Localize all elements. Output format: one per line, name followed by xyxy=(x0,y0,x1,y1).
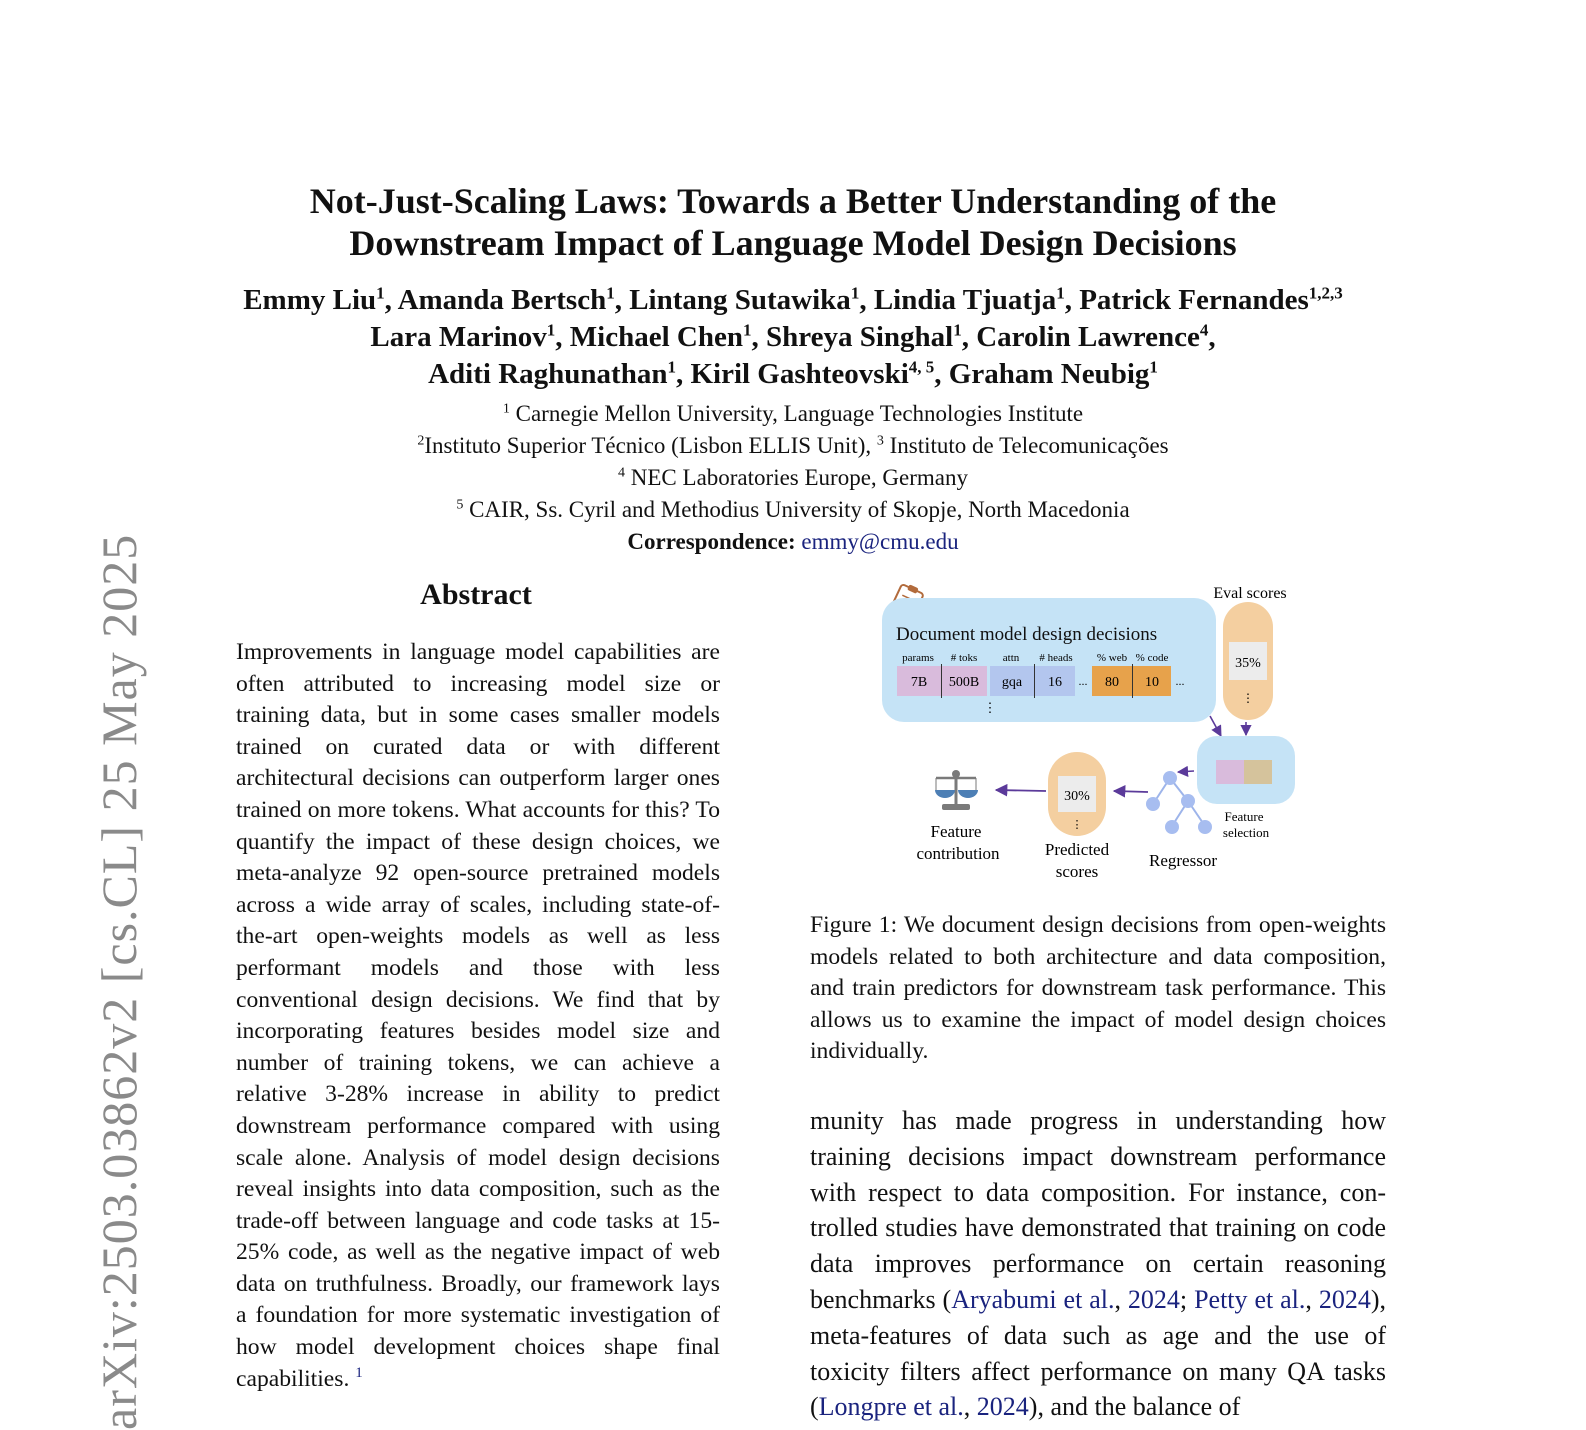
author-affil-mark: 1,2,3 xyxy=(1308,283,1343,303)
col-header-params: params xyxy=(902,652,934,664)
title-line-2: Downstream Impact of Language Model Design Decisions xyxy=(349,223,1237,263)
col-header-heads: # heads xyxy=(1039,652,1073,664)
author-affil-mark: 1 xyxy=(1149,357,1158,377)
cell-value-toks: 500B xyxy=(948,675,980,690)
affiliation-5: $^5$ CAIR, Ss. Cyril and Methodius University of Skopje, North Macedonia xyxy=(456,497,1130,522)
body-paragraph: munity has made progress in understanding how training decisions impact downstream performance with respect to data composition. For instance, controlled studies have demonstrated that training on code data improves performance on certain reasoning benchmarks (Aryabumi et al., 2024; Petty et al., 2024), meta-features of data such as age and the use of toxicity filters affect performance on many QA tasks (Longpre et al., 2024), and the balance of xyxy=(810,1106,1386,1422)
title-line-1: Not-Just-Scaling Laws: Towards a Better Understanding of the xyxy=(309,181,1277,221)
author-affil-mark: 1 xyxy=(667,357,676,377)
cell-value-web: 80 xyxy=(1105,675,1119,690)
abstract-text: Improvements in language model capabilities are often attributed to increasing model size or training data, but in some cases smaller models trained on curated data or with different architectural decisions can outperform larger ones trained on more tokens. What accounts for this? To quantify the impact of these design choices, we meta-analyze 92 open-source pretrained models across a wide array of scales, including state-of-the-art open-weights models as well as less performant models and those with less conventional design decisions. We find that by incorporating features besides model size and number of training tokens, we can achieve a relative 3-28% increase in ability to predict downstream performance compared with using scale alone. Analysis of model design decisions reveal insights into data composition, such as the trade-off between language and code tasks at 15-25% code, as well as the negative impact of web data on truthfulness. Broadly, our framework lays a foundation for more systematic investigation of how model development choices shape final capabilities. $^1$ xyxy=(236,639,720,1392)
cell-value-code: 10 xyxy=(1145,675,1159,690)
author-line-1: Emmy Liu$^1$, Amanda Bertsch$^1$, Lintang Sutawika$^1$, Lindia Tjuatja$^1$, Patrick Fernandes$^{1,2,3}$ xyxy=(243,283,1343,316)
author-name: Lara Marinov xyxy=(370,321,547,353)
predicted-label-1: Predicted xyxy=(1044,840,1110,859)
author-name: Emmy Liu xyxy=(243,284,377,316)
feature-selection-label-2: selection xyxy=(1222,825,1270,840)
correspondence-label: Correspondence: xyxy=(627,529,796,554)
author-affil-mark: 1 xyxy=(546,320,556,340)
predicted-label-2: scores xyxy=(1055,862,1099,881)
author-affil-mark: 1 xyxy=(742,320,752,340)
predicted-score-value: 30% xyxy=(1064,789,1090,804)
citation-link[interactable]: Aryabumi et al. xyxy=(951,1284,1115,1314)
author-name: Patrick Fernandes xyxy=(1079,284,1309,316)
col-header-toks: # toks xyxy=(950,652,978,664)
author-affil-mark: 1 xyxy=(376,283,385,303)
cell-value-heads: 16 xyxy=(1048,675,1062,690)
affiliation-4: $^4$ NEC Laboratories Europe, Germany xyxy=(618,465,968,490)
arxiv-identifier: arXiv:2503.03862v2 [cs.CL] 25 May 2025 xyxy=(91,533,147,1430)
eval-scores-label: Eval scores xyxy=(1213,585,1287,602)
citation-link[interactable]: Longpre et al. xyxy=(818,1392,964,1422)
correspondence xyxy=(160,526,1426,558)
eval-vdots: ⋮ xyxy=(1242,691,1254,705)
author-name: Shreya Singhal xyxy=(765,321,954,353)
col-header-attn: attn xyxy=(1002,652,1020,664)
author-affil-mark: 1 xyxy=(850,283,860,303)
predicted-vdots: ⋮ xyxy=(1071,818,1083,831)
footnote-link[interactable]: 1 xyxy=(355,1364,363,1381)
author-name: Amanda Bertsch xyxy=(397,284,607,316)
author-list xyxy=(160,282,1426,393)
cell-value-attn: gqa xyxy=(1001,675,1023,690)
cell-ellipsis-2: ... xyxy=(1175,674,1185,688)
author-name: Graham Neubig xyxy=(948,358,1150,390)
citation-link[interactable]: 2024 xyxy=(976,1392,1029,1422)
paper-title xyxy=(160,180,1426,264)
balance-scale-icon xyxy=(935,770,978,810)
author-line-3: Aditi Raghunathan$^1$, Kiril Gashteovski$^{4, 5}$, Graham Neubig$^1$ xyxy=(428,357,1158,390)
contribution-label-1: Feature xyxy=(930,822,982,841)
author-name: Michael Chen xyxy=(569,321,743,353)
eval-score-value: 35% xyxy=(1235,656,1261,671)
author-name: Kiril Gashteovski xyxy=(690,358,909,390)
correspondence-email-link[interactable]: emmy@cmu.edu xyxy=(801,529,959,554)
author-affil-mark: 4 xyxy=(1199,320,1209,340)
affiliation-1: $^1$ Carnegie Mellon University, Language Technologies Institute xyxy=(502,401,1084,426)
rows-vdots: ⋮ xyxy=(983,701,997,716)
citation-link[interactable]: 2024 xyxy=(1318,1284,1371,1314)
citation-link[interactable]: Petty et al. xyxy=(1194,1284,1306,1314)
feature-selection-label-1: Feature xyxy=(1224,809,1264,824)
cell-ellipsis-1: ... xyxy=(1078,674,1088,688)
figure-1-diagram xyxy=(880,578,1320,888)
affiliations xyxy=(160,398,1426,558)
author-affil-mark: 4, 5 xyxy=(908,357,935,377)
affiliation-2-3: $^2$Instituto Superior Técnico (Lisbon ELLIS Unit), $^3$ Instituto de Telecomunicações xyxy=(417,433,1169,458)
cell-value-params: 7B xyxy=(910,675,928,690)
author-name: Aditi Raghunathan xyxy=(428,358,668,390)
author-name: Lintang Sutawika xyxy=(629,284,851,316)
author-affil-mark: 1 xyxy=(1056,283,1065,303)
regressor-label: Regressor xyxy=(1149,851,1217,870)
abstract-heading: Abstract xyxy=(420,578,532,611)
author-name: Lindia Tjuatja xyxy=(873,284,1057,316)
contribution-label-2: contribution xyxy=(916,844,1000,863)
col-header-code: % code xyxy=(1135,652,1169,664)
author-affil-mark: 1 xyxy=(606,283,615,303)
author-line-2: Lara Marinov$^1$, Michael Chen$^1$, Shreya Singhal$^1$, Carolin Lawrence$^4$, xyxy=(370,320,1216,353)
citation-link[interactable]: 2024 xyxy=(1127,1284,1180,1314)
design-decisions-title: Document model design decisions xyxy=(896,624,1158,645)
col-header-web: % web xyxy=(1096,652,1128,664)
author-affil-mark: 1 xyxy=(953,320,962,340)
figure-1-caption: Figure 1: We document design decisions from open-weights models related to both architecture and data composition, and train predictors for downstream task performance. This allows us to examine the impact of model design choices individually. xyxy=(810,912,1386,1065)
author-name: Carolin Lawrence xyxy=(976,321,1200,353)
